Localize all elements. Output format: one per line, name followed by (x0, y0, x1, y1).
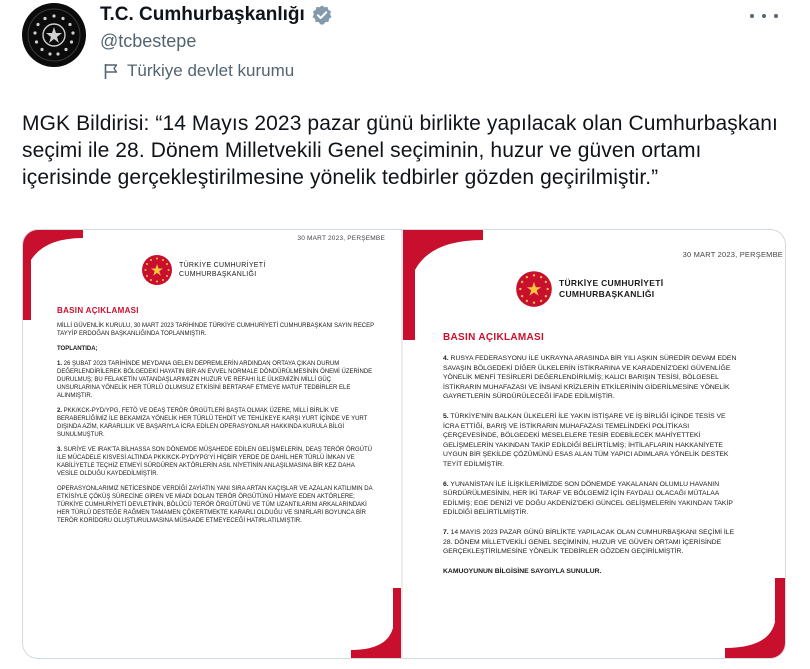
doc-body (57, 322, 375, 532)
item-number: 3. (57, 447, 63, 453)
tweet-media[interactable] (22, 229, 786, 659)
verified-badge-icon[interactable] (311, 4, 333, 26)
doc-date: 30 MART 2023, PERŞEMBE (297, 235, 385, 242)
red-corner-top-left (403, 230, 483, 340)
doc-item-6 (443, 480, 743, 518)
red-corner-bottom-right (725, 578, 785, 658)
item-text: RUSYA FEDERASYONU İLE UKRAYNA ARASINDA BİR YILI AŞKIN SÜREDİR DEVAM EDEN SAVAŞIN BÖLGEDEKİ DİĞER ÜLKELERİN İSTİKRARINA VE KARADENİZ'DEKİ GÜVENLİĞE YÖNELİK MENFİ TESİRLERİ DEĞERLENDİRİLMİŞ; KALICI BARIŞIN TESİSİ, BÖLGESEL İSTİKRARIN MUHAFAZASI VE İNSANİ KRİZLERİN ETKİLERİNİN GİDERİLMESİNE YÖNELİK GAYRETLERİN SÜRDÜRÜLECEĞİ İFADE EDİLMİŞTİR. (443, 355, 737, 401)
item-text: 26 ŞUBAT 2023 TARİHİNDE MEYDANA GELEN DEPREMLERİN ARDINDAN ORTAYA ÇIKAN DURUM DEĞERLENDİRİLEREK BÖLGEDEKİ HAYATIN BİR AN EVVEL NORMALE DÖNDÜRÜLMESİNİN ÖNEMİ ÜZERİNDE DURULMUŞ; BU FELAKETİN VATANDAŞLARIMIZIN HUZUR VE REFAHI İLE ÜLKEMİZİN MİLLİ GÜÇ UNSURLARINA YÖNELİK HER TÜRLÜ OLUMSUZ ETKİSİNİ BERTARAF ETMEYE MATUF TEDBİRLER ELE ALINMIŞTIR. (57, 361, 373, 399)
more-dot-icon (750, 14, 754, 18)
account-handle[interactable]: @tcbestepe (100, 31, 197, 51)
item-number: 6. (443, 480, 449, 488)
presidential-seal-icon (26, 7, 82, 63)
tweet-text: MGK Bildirisi: “14 Mayıs 2023 pazar günü birlikte yapılacak olan Cumhurbaşkanı seçimi ile 28. Dönem Milletvekili Genel seçiminin, huzur ve güven ortamı içerisinde gerçekleştirilmesine yönelik tedbirler gözden geçirilmiştir.” (22, 112, 778, 189)
press-release-page-1[interactable] (23, 230, 401, 658)
government-label (103, 61, 294, 81)
red-corner-bottom-right (351, 588, 401, 658)
doc-org-line1: TÜRKİYE CUMHURİYETİ (179, 262, 266, 269)
item-text: 14 MAYIS 2023 PAZAR GÜNÜ BİRLİKTE YAPILACAK OLAN CUMHURBAŞKANI SEÇİMİ İLE 28. DÖNEM MİLLETVEKİLİ GENEL SEÇİMİNİN, HUZUR VE GÜVEN ORTAMI İÇERİSİNDE GERÇEKLEŞTİRİLMESİNE YÖNELİK TEDBİRLER GÖZDEN GEÇİRİLMİŞTİR. (443, 528, 735, 556)
account-avatar[interactable] (22, 3, 86, 67)
presidential-seal-icon (141, 254, 173, 286)
account-name-row (100, 4, 333, 26)
item-number: 7. (443, 528, 449, 536)
doc-item-3 (57, 446, 375, 478)
doc-org-line2: CUMHURBAŞKANLIĞI (559, 289, 655, 299)
doc-date: 30 MART 2023, PERŞEMBE (682, 250, 783, 259)
doc-item-3-continued: OPERASYONLARIMIZ NETİCESİNDE VERDİĞİ ZAYİATIN YANI SIRA ARTAN KAÇIŞLAR VE AZALAN KATILIMIN DA ETKİSİYLE ÇÖKÜŞ SÜRECİNE GİREN VE MİADI DOLAN TERÖR ÖRGÜTÜNÜ HİMAYE EDEN AKTÖRLERE; TÜRKİYE CUMHURİYETİ DEVLETİNİN, BÖLÜCÜ TERÖR ÖRGÜTÜNÜ VE TÜM UZANTILARINI ARKALARINDAKİ HER TÜRLÜ DESTEĞE RAĞMEN TAMAMEN ÇÖKERTMEKTE KARARLI OLDUĞU VE SINIRLARI BOYUNCA BİR TERÖR KORİDORU OLUŞTURULMASINA MÜSAADE ETMEYECEĞİ HATIRLATILMIŞTIR. (57, 486, 373, 524)
item-text: SURİYE VE IRAK'TA BİLHASSA SON DÖNEMDE MÜŞAHEDE EDİLEN GELİŞMELERİN, DEAŞ TERÖR ÖRGÜTÜ İLE MÜCADELE KISVESİ ALTINDA PKK/KCK-PYD/YPG'Yİ HİÇBİR YERDE DE DAHİL HER TÜRLÜ İMKAN VE KABİLİYETLE TEÇHİZ ETMEYİ SÜRDÜREN AKTÖRLERİN ASIL NİYETİNİN ANLAŞILMASINA BİR KEZ DAHA VESİLE OLDUĞU KAYDEDİLMİŞTİR. (57, 447, 373, 477)
item-number: 5. (443, 412, 449, 420)
item-text: TÜRKİYE'NİN BALKAN ÜLKELERİ İLE YAKIN İSTİŞARE VE İŞ BİRLİĞİ İÇİNDE TESİS VE İCRA ETTİĞİ, BARIŞ VE İSTİKRARIN MUHAFAZASI TEMELİNDEKİ POLİTİKASI ÇERÇEVESİNDE, BÖLGEDEKİ MESELELERE TESİR EDEBİLECEK MAHİYETTEKİ GELİŞMELERİN YAKINDAN TAKİP EDİLDİĞİ BELİRTİLMİŞ; İHTİLAFLARIN HAKKANİYETE UYGUN BİR ŞEKİLDE ÇÖZÜMÜNÜ ESAS ALAN TÜM YAPICI ADIMLARA YÖNELİK DESTEK TEYİT EDİLMİŞTİR. (443, 412, 729, 468)
item-number: 1. (57, 361, 63, 367)
press-release-page-2[interactable] (403, 230, 785, 658)
doc-org-line2: CUMHURBAŞKANLIĞI (179, 271, 257, 278)
flag-icon (103, 63, 119, 80)
doc-logo-block (141, 254, 266, 286)
item-text: YUNANİSTAN İLE İLİŞKİLERİMİZDE SON DÖNEMDE YAKALANAN OLUMLU HAVANIN SÜRDÜRÜLMESİNİN, HER İKİ TARAF VE BÖLGEMİZ İÇİN FAYDALI OLACAĞI MÜTALAA EDİLMİŞ; EGE DENİZİ VE DOĞU AKDENİZ'DEKİ GÜNCEL GELİŞMELERİN YAKINDAN TAKİP EDİLDİĞİ BELİRTİLMİŞTİR. (443, 480, 733, 517)
presidential-seal-icon (515, 270, 553, 308)
more-dot-icon (762, 14, 766, 18)
doc-toplantida: TOPLANTIDA; (57, 346, 98, 352)
doc-org-line1: TÜRKİYE CUMHURİYETİ (559, 278, 664, 288)
item-text: PKK/KCK-PYD/YPG, FETÖ VE DEAŞ TERÖR ÖRGÜTLERİ BAŞTA OLMAK ÜZERE, MİLLİ BİRLİK VE BERABERLİĞİMİZ İLE BEKAMIZA YÖNELİK HER TÜRLÜ TEHDİT VE TEHLİKEYE KARŞI YURT İÇİNDE VE YURT DIŞINDA AZİM, KARARLILIK VE BAŞARIYLA İCRA EDİLEN OPERASYONLAR HAKKINDA KURULA BİLGİ SUNULMUŞTUR. (57, 408, 368, 438)
doc-item-5 (443, 412, 743, 470)
doc-logo-block (515, 270, 663, 308)
government-label-text: Türkiye devlet kurumu (127, 61, 295, 80)
item-number: 4. (443, 355, 449, 362)
doc-closing: KAMUOYUNUN BİLGİSİNE SAYGIYLA SUNULUR. (443, 567, 602, 575)
more-dot-icon (774, 14, 778, 18)
item-number: 2. (57, 408, 63, 414)
doc-intro: MİLLİ GÜVENLİK KURULU, 30 MART 2023 TARİHİNDE TÜRKİYE CUMHURİYETİ CUMHURBAŞKANI SAYIN RECEP TAYYİP ERDOĞAN BAŞKANLIĞINDA TOPLANMIŞTIR. (57, 323, 374, 337)
doc-item-7 (443, 528, 743, 557)
doc-item-1 (57, 360, 375, 400)
doc-heading: BASIN AÇIKLAMASI (443, 332, 545, 343)
doc-org-name (559, 278, 663, 300)
doc-item-4 (443, 354, 743, 402)
doc-body (443, 354, 743, 586)
account-display-name[interactable]: T.C. Cumhurbaşkanlığı (100, 4, 305, 25)
more-options-button[interactable] (750, 6, 778, 26)
doc-org-name (179, 261, 266, 279)
doc-item-2 (57, 407, 375, 439)
doc-heading: BASIN AÇIKLAMASI (57, 306, 139, 315)
